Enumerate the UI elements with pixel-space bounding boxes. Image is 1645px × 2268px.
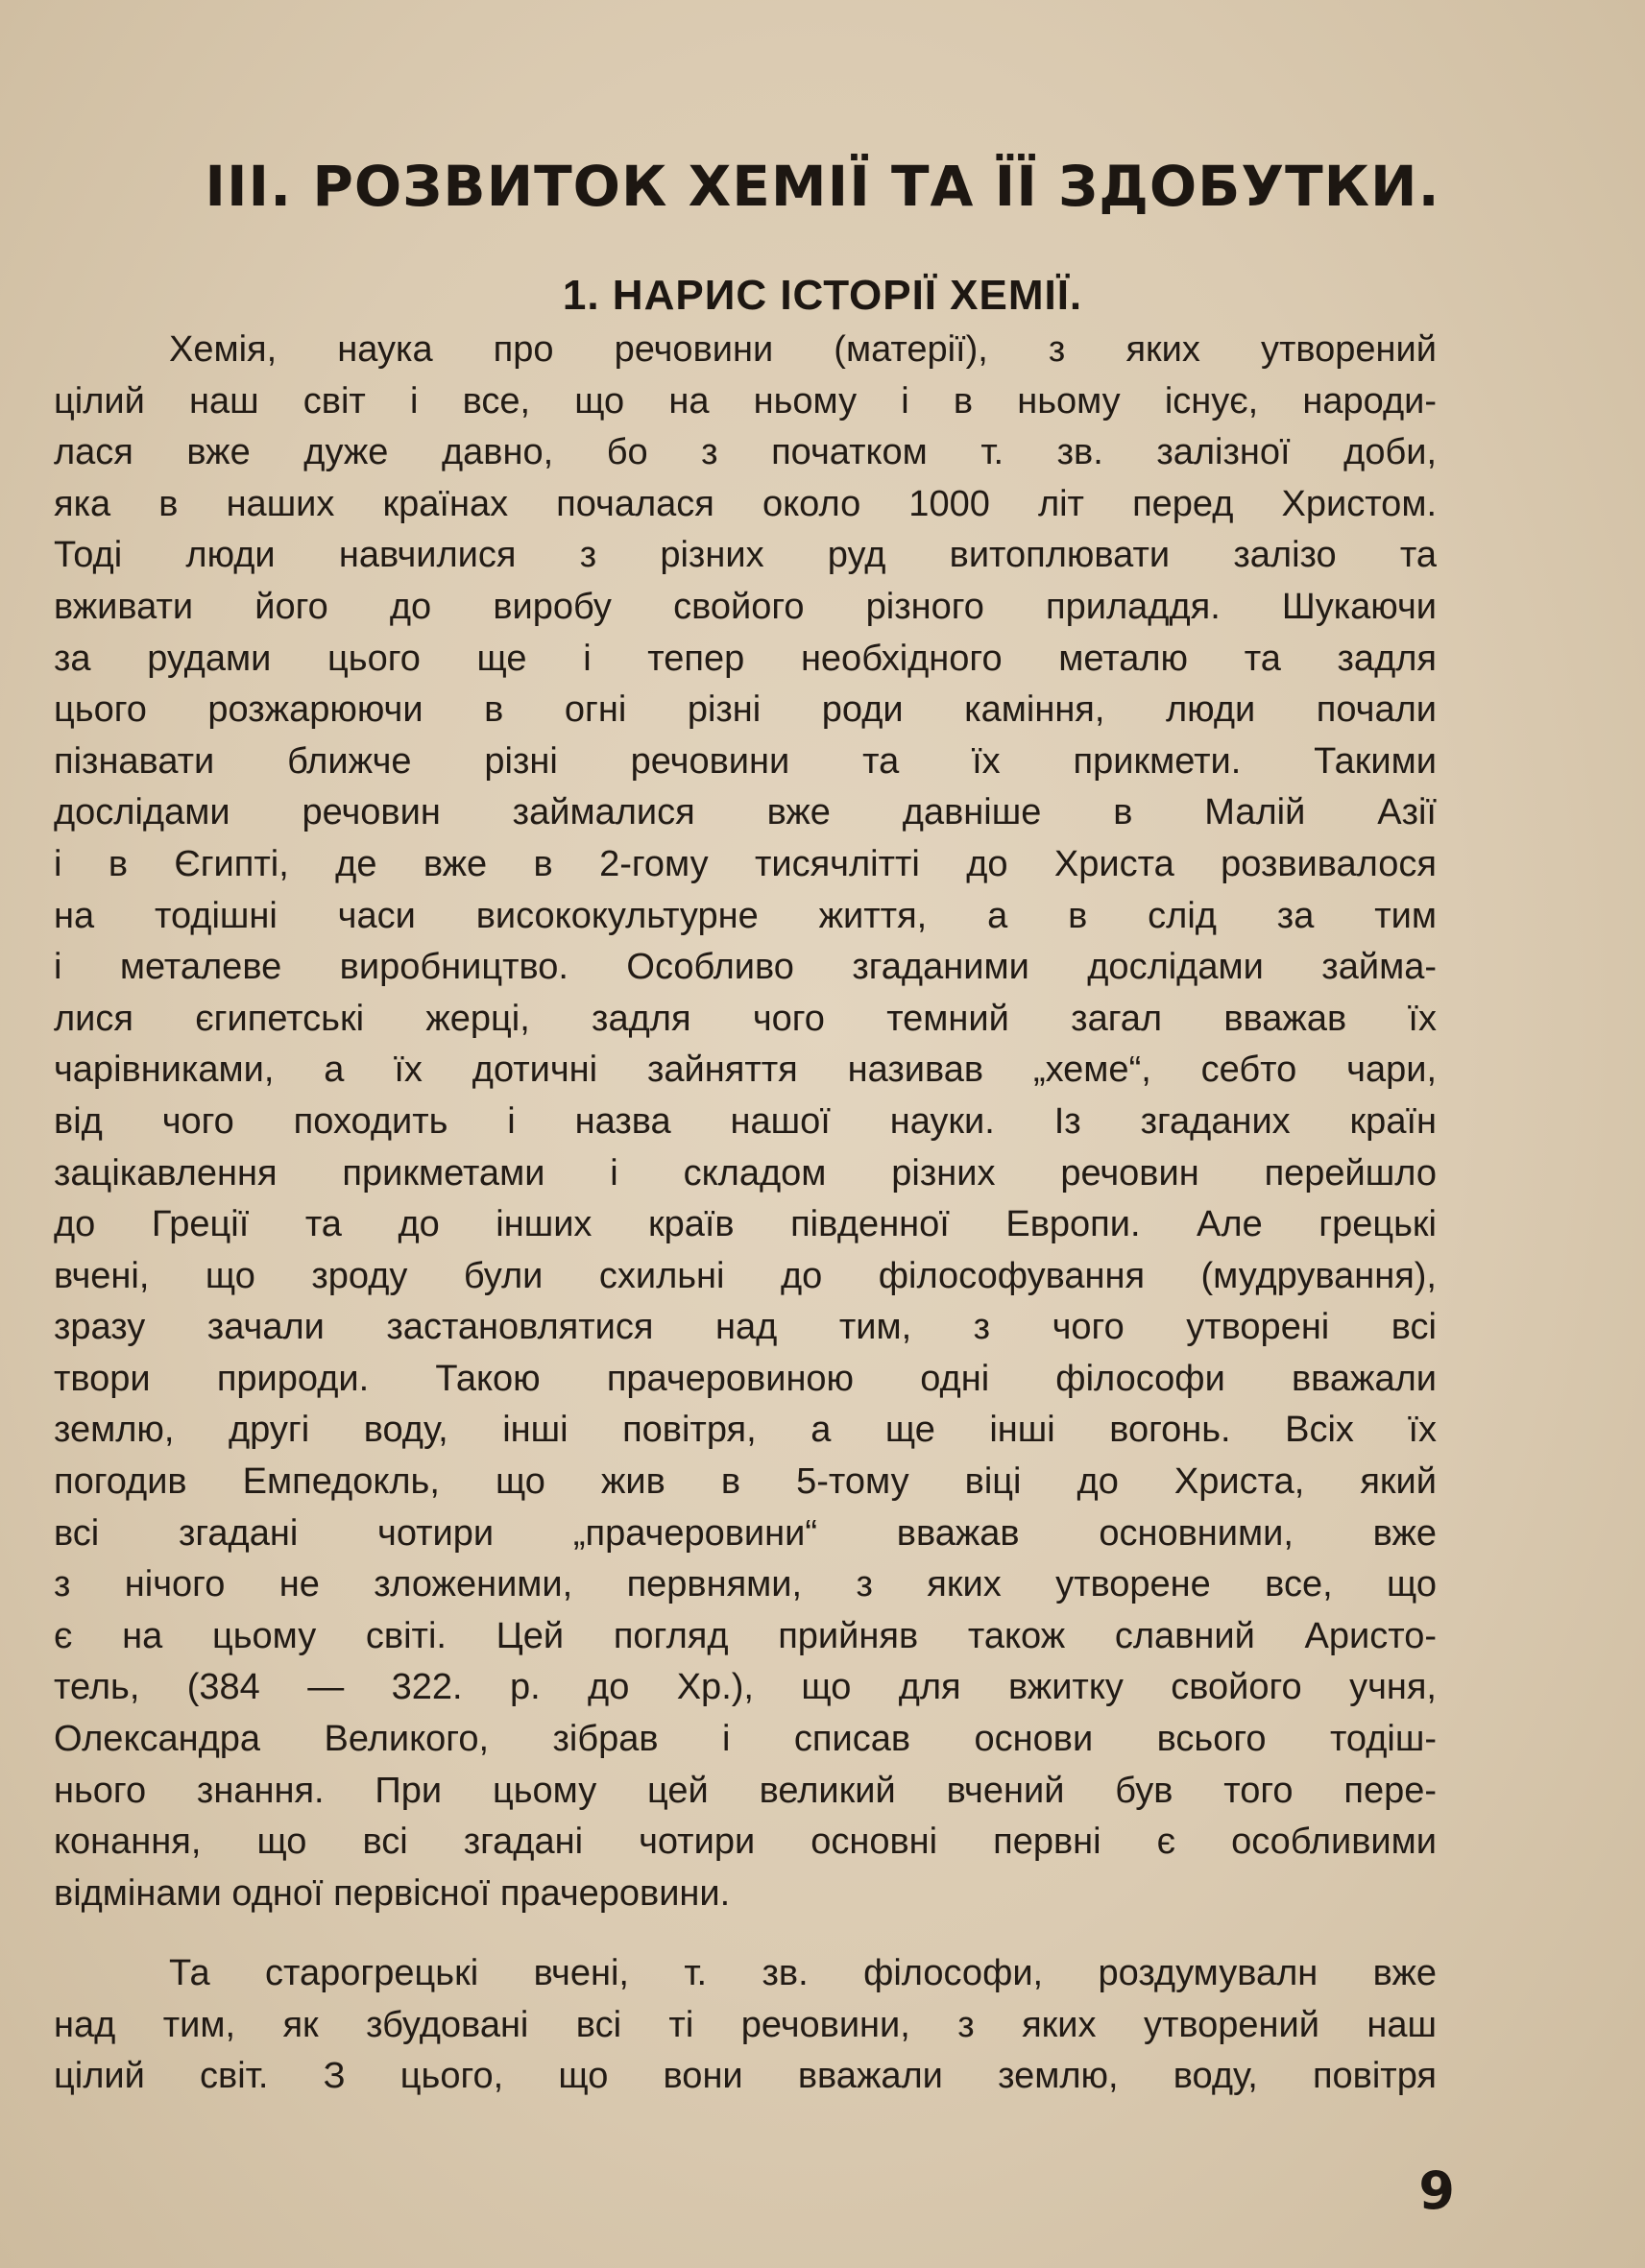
text-line: землю, другі воду, інші повітря, а ще інші вогонь. Всіх їх (54, 1410, 1437, 1451)
text-line: всі згадані чотири „прачеровини“ вважав основними, вже (54, 1512, 1437, 1554)
paragraph-1 (54, 325, 1437, 1919)
text-line: дослідами речовин займалися вже давніше в Малій Азії (54, 792, 1437, 833)
text-line: вживати його до виробу свойого різного приладдя. Шукаючи (54, 586, 1437, 627)
text-line: конання, що всі згадані чотири основні первні є особливими (54, 1822, 1437, 1863)
text-line: лися єгипетські жерці, задля чого темний загал вважав їх (54, 998, 1437, 1039)
text-line: яка в наших країнах почалася около 1000 літ перед Христом. (54, 483, 1437, 524)
text-line: Хемія, наука про речовини (матерії), з яких утворений (169, 329, 1437, 370)
text-line: Та старогрецькі вчені, т. зв. філософи, роздумувалн вже (169, 1953, 1437, 1993)
text-line: нього знання. При цьому цей великий вчений був того пере- (54, 1770, 1437, 1811)
text-line: погодив Емпедокль, що жив в 5-тому віці до Христа, який (54, 1461, 1437, 1503)
text-line: цілий наш світ і все, що на ньому і в ньому існує, народи- (54, 380, 1437, 422)
text-line: зацікавлення прикметами і складом різних речовин перейшло (54, 1152, 1437, 1194)
text-line: твори природи. Такою прачеровиною одні філософи вважали (54, 1358, 1437, 1399)
chapter-title: III. РОЗВИТОК ХЕМІЇ ТА ЇЇ ЗДОБУТКИ. (205, 154, 1440, 219)
text-line: над тим, як збудовані всі ті речовини, з яких утворений наш (54, 2004, 1437, 2045)
text-line: до Греції та до інших країв південної Европи. Але грецькі (54, 1204, 1437, 1245)
text-line: тель, (384 — 322. р. до Хр.), що для вжитку свойого учня, (54, 1667, 1437, 1708)
text-line: чарівниками, а їх дотичні зайняття називав „хеме“, себто чари, (54, 1050, 1437, 1091)
page-number: 9 (1418, 2160, 1455, 2221)
text-line: відмінами одної первісної прачеровини. (54, 1872, 731, 1914)
text-line: лася вже дуже давно, бо з початком т. зв. залізної доби, (54, 432, 1437, 473)
text-line: Тоді люди навчилися з різних руд витоплювати залізо та (54, 535, 1437, 576)
text-line: за рудами цього ще і тепер необхідного металю та задля (54, 638, 1437, 679)
text-line: і металеве виробництво. Особливо згаданими дослідами займа- (54, 947, 1437, 988)
text-line: і в Єгипті, де вже в 2-гому тисячлітті до Христа розвивалося (54, 843, 1437, 884)
text-line: на тодішні часи висококультурне життя, а в слід за тим (54, 895, 1437, 936)
section-title: 1. НАРИС ІСТОРІЇ ХЕМІЇ. (562, 272, 1083, 319)
text-line: є на цьому світі. Цей погляд прийняв також славний Аристо- (54, 1615, 1437, 1656)
text-line: Олександра Великого, зібрав і списав основи всього тодіш- (54, 1719, 1437, 1760)
text-line: цілий світ. З цього, що вони вважали землю, воду, повітря (54, 2056, 1437, 2097)
text-line: від чого походить і назва нашої науки. Із згаданих країн (54, 1100, 1437, 1142)
text-line: з нічого не зложеними, первнями, з яких утворене все, що (54, 1564, 1437, 1605)
text-line: цього розжарюючи в огні різні роди каміння, люди почали (54, 689, 1437, 731)
paragraph-2 (54, 1948, 1437, 2103)
text-line: вчені, що зроду були схильні до філософування (мудрування), (54, 1255, 1437, 1296)
text-line: зразу зачали застановлятися над тим, з чого утворені всі (54, 1307, 1437, 1348)
text-line: пізнавати ближче різні речовини та їх прикмети. Такими (54, 740, 1437, 782)
